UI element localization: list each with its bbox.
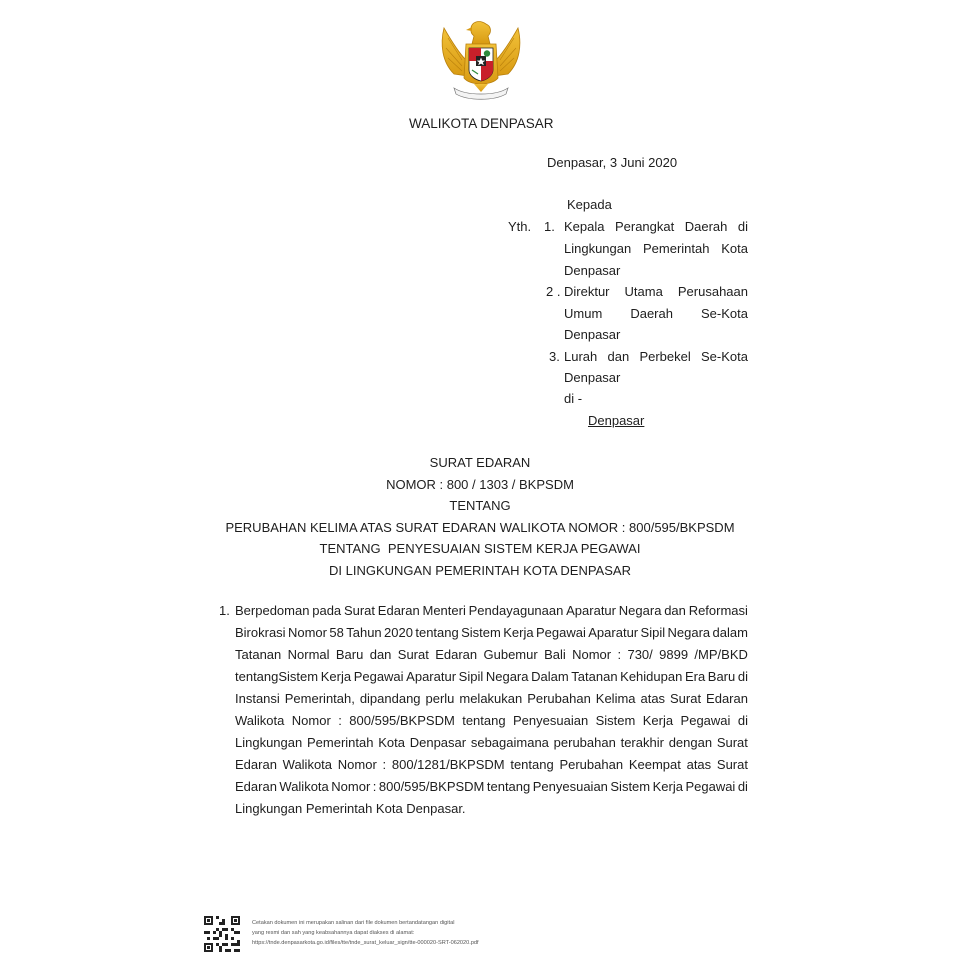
document-heading (0, 455, 960, 584)
paragraph-number: 1. (219, 603, 230, 618)
paragraph-line: Walikota Nomor : 800/595/BKPSDM tentang Penyesuaian Sistem Kerja Pegawai di (235, 713, 748, 728)
addressee-item-1-line-3 (508, 263, 748, 285)
paragraph-line: Lingkungan Pemerintah Kota Denpasar sebagaimana perubahan terakhir dengan Surat (235, 735, 748, 750)
footer-url-link[interactable]: https://tnde.denpasarkota.go.id/files/tte/tnde_surat_keluar_sign/tte-000020-SRT-062020.pdf (252, 940, 479, 946)
qr-code-icon[interactable] (204, 916, 240, 952)
about-label: TENTANG (449, 498, 511, 513)
addressee-text: Denpasar (564, 263, 621, 278)
addressee-text: Kepala Perangkat Daerah di (564, 219, 748, 234)
addressee-text: Lurah dan Perbekel Se-Kota (564, 349, 748, 364)
addressee-number: 3. (549, 349, 560, 364)
addressee-text: Direktur Utama Perusahaan (564, 284, 748, 299)
paragraph-line: Birokrasi Nomor 58 Tahun 2020 tentang Sistem Kerja Pegawai Aparatur Sipil Negara dalam (235, 625, 748, 640)
addressee-item-2-line-3 (508, 327, 748, 349)
addressee-text: Umum Daerah Se-Kota (564, 306, 748, 321)
addressee-number: 1. (544, 219, 555, 234)
di-label: di - (564, 391, 583, 406)
addressee-item-2-line-1 (508, 284, 748, 306)
emblem-icon (436, 14, 526, 106)
addressee-item-2-line-2 (508, 306, 748, 328)
footer-line-2: yang resmi dan sah yang keabsahannya dapat diakses di alamat: (252, 930, 415, 936)
doc-type: SURAT EDARAN (429, 455, 531, 470)
footer-notice (252, 918, 479, 948)
garuda-pancasila-emblem (436, 14, 526, 106)
addressee-text: Denpasar (564, 370, 621, 385)
di-line (508, 391, 748, 413)
letterhead-title: WALIKOTA DENPASAR (409, 116, 554, 131)
addressee-item-1-line-2 (508, 241, 748, 263)
addressee-item-1-line-1 (508, 219, 748, 241)
paragraph-line: Tatanan Normal Baru dan Surat Edaran Gubemur Bali Nomor : 730/ 9899 /MP/BKD (235, 647, 748, 662)
subject-line-1: PERUBAHAN KELIMA ATAS SURAT EDARAN WALIKOTA NOMOR : 800/595/BKPSDM (225, 519, 735, 535)
date-line: Denpasar, 3 Juni 2020 (547, 155, 678, 170)
paragraph-lines (235, 603, 748, 823)
addressee-text: Denpasar (564, 327, 621, 342)
paragraph-line: Edaran Walikota Nomor : 800/595/BKPSDM tentang Penyesuaian Sistem Kerja Pegawai di (235, 779, 748, 794)
subject-line-3: DI LINGKUNGAN PEMERINTAH KOTA DENPASAR (329, 562, 631, 578)
addressee-item-3-line-2 (508, 370, 748, 392)
addressee-text: Lingkungan Pemerintah Kota (564, 241, 748, 256)
paragraph-line: Lingkungan Pemerintah Kota Denpasar. (235, 801, 466, 816)
location-line (508, 413, 748, 435)
doc-number: NOMOR : 800 / 1303 / BKPSDM (386, 476, 574, 492)
paragraph-line: Instansi Pemerintah, dipandang perlu melakukan Perubahan Kelima atas Surat Edaran (235, 691, 748, 706)
addressee-item-3-line-1 (508, 349, 748, 371)
subject-line-2: TENTANG PENYESUAIAN SISTEM KERJA PEGAWAI (319, 541, 641, 556)
paragraph-line: tentangSistem Kerja Pegawai Aparatur Sipil Negara Dalam Tatanan Kehidupan Era Baru di (235, 669, 748, 684)
kepada-label: Kepada (567, 197, 612, 212)
addressee-number: 2 . (546, 284, 561, 299)
paragraph-line: Edaran Walikota Nomor : 800/1281/BKPSDM tentang Perubahan Keempat atas Surat (235, 757, 748, 772)
footer-line-1: Cetakan dokumen ini merupakan salinan dari file dokumen bertandatangan digital (252, 920, 455, 926)
location-underlined: Denpasar (588, 413, 645, 428)
paragraph-line: Berpedoman pada Surat Edaran Menteri Pendayagunaan Aparatur Negara dan Reformasi (235, 603, 748, 618)
yth-prefix: Yth. (508, 219, 532, 234)
